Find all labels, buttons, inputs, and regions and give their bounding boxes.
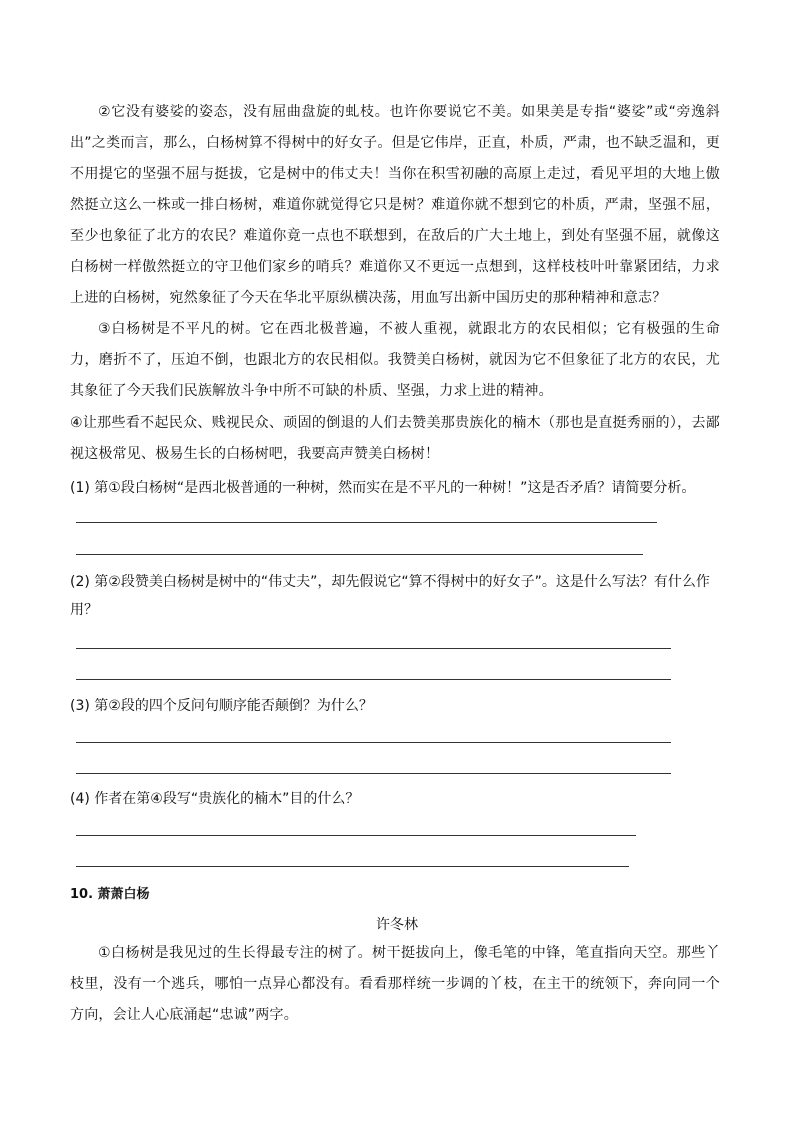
answer-line[interactable] xyxy=(76,835,636,836)
passage-paragraph-2 xyxy=(70,97,720,314)
author-name: 许冬林 xyxy=(376,917,418,933)
paragraph-2-text: ②它没有婆娑的姿态，没有屈曲盘旋的虬枝。也许你要说它不美。如果美是专指“婆娑”或“旁逸斜出”之类而言，那么，白杨树算不得树中的好女子。但是它伟岸，正直，朴质，严肃，也不缺乏温和，更不用提它的坚强不屈与挺拔，它是树中的伟丈夫！当你在积雪初融的高原上走过，看见平坦的大地上傲然挺立这么一株或一排白杨树，难道你就觉得它只是树？难道你就不想到它的朴质，严肃，坚强不屈，至少也象征了北方的农民？难道你竟一点也不联想到，在敌后的广大土地上，到处有坚强不屈，就像这白杨树一样傲然挺立的守卫他们家乡的哨兵？难道你又不更远一点想到，这样枝枝叶叶靠紧团结，力求上进的白杨树，宛然象征了今天在华北平原纵横决荡，用血写出新中国历史的那种精神和意志？ xyxy=(70,104,720,306)
answer-line[interactable] xyxy=(76,742,671,743)
question-2 xyxy=(70,568,720,624)
passage-paragraph-4 xyxy=(70,408,720,470)
answer-line[interactable] xyxy=(76,866,629,867)
question-2-text: (2) 第②段赞美白杨树是树中的“伟丈夫”，却先假说它“算不得树中的好女子”。这是什么写法？有什么作用？ xyxy=(70,574,710,618)
section-10-paragraph-1 xyxy=(70,938,720,1031)
question-4-text: (4) 作者在第④段写“贵族化的楠木”目的什么？ xyxy=(70,791,360,807)
paragraph-3-text: ③白杨树是不平凡的树。它在西北极普遍，不被人重视，就跟北方的农民相似；它有极强的生命力，磨折不了，压迫不倒，也跟北方的农民相似。我赞美白杨树，就因为它不但象征了北方的农民，尤其象征了今天我们民族解放斗争中所不可缺的朴质、坚强，力求上进的精神。 xyxy=(70,321,720,399)
question-1 xyxy=(70,474,720,502)
answer-line[interactable] xyxy=(76,648,671,649)
answer-line[interactable] xyxy=(76,522,657,523)
answer-line[interactable] xyxy=(76,554,643,555)
section-10-paragraph-1-text: ①白杨树是我见过的生长得最专注的树了。树干挺拔向上，像毛笔的中锋，笔直指向天空。那些丫枝里，没有一个逃兵，哪怕一点异心都没有。看看那样统一步调的丫枝，在主干的统领下，奔向同一个方向，会让人心底涌起“忠诚”两字。 xyxy=(70,945,720,1023)
question-4 xyxy=(70,785,720,813)
question-3 xyxy=(70,692,720,720)
section-title: 10. 萧萧白杨 xyxy=(70,887,150,902)
question-3-text: (3) 第②段的四个反问句顺序能否颠倒？为什么？ xyxy=(70,698,373,714)
section-10-heading xyxy=(70,883,720,902)
answer-line[interactable] xyxy=(76,773,671,774)
answer-line[interactable] xyxy=(76,679,671,680)
question-1-text: (1) 第①段白杨树“是西北极普通的一种树，然而实在是不平凡的一种树！”这是否矛盾？请简要分析。 xyxy=(70,480,696,496)
passage-paragraph-3 xyxy=(70,314,720,407)
paragraph-4-text: ④让那些看不起民众、贱视民众、顽固的倒退的人们去赞美那贵族化的楠木（那也是直挺秀丽的），去鄙视这极常见、极易生长的白杨树吧，我要高声赞美白杨树！ xyxy=(70,415,720,462)
